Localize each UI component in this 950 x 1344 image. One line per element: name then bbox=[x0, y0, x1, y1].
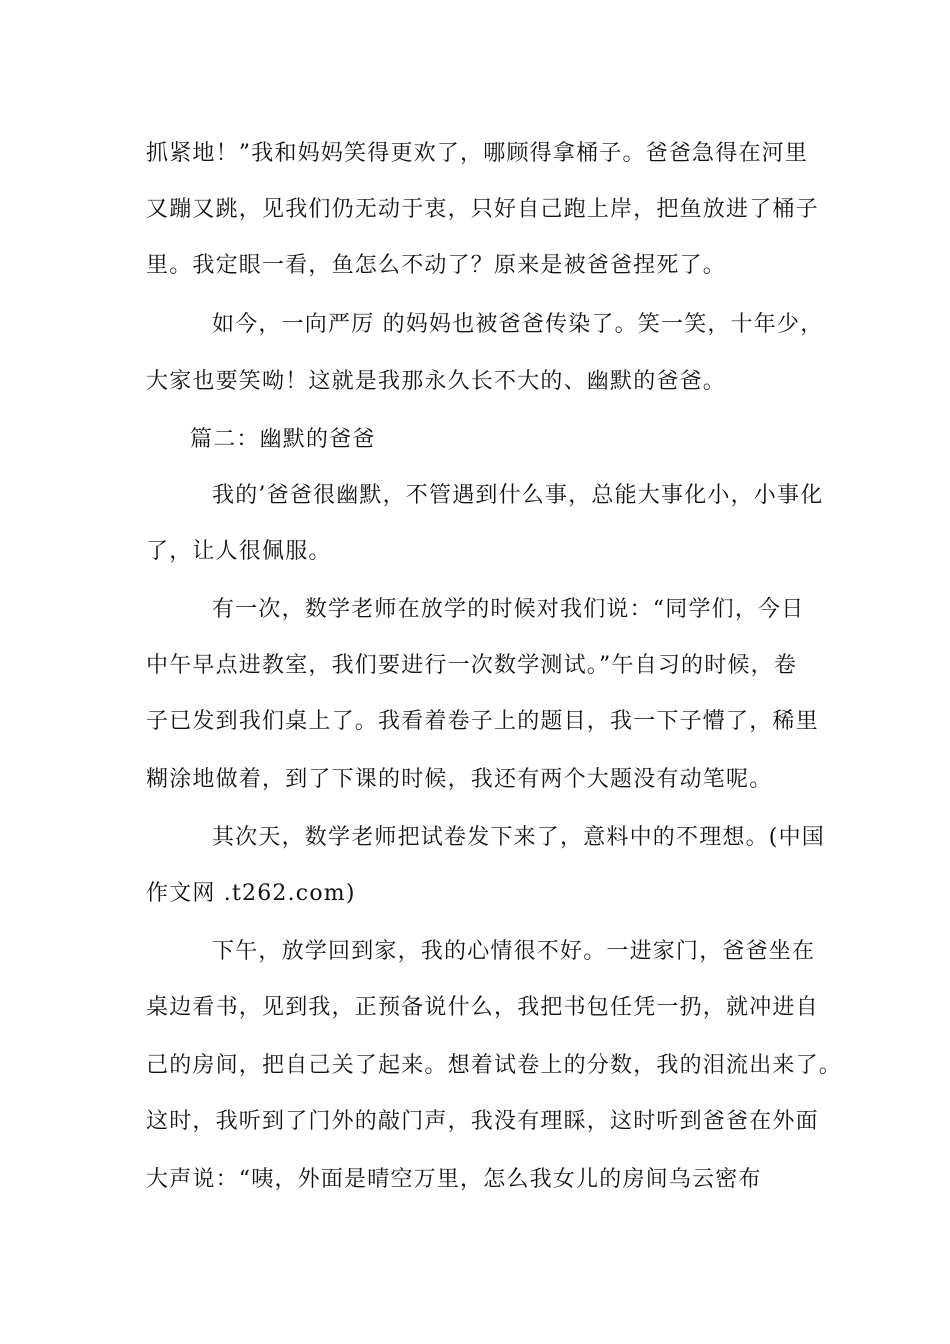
text-line: 作文网 .t262.com) bbox=[146, 881, 356, 906]
paragraph-first-line: 如今，一向严厉 的妈妈也被爸爸传染了。笑一笑，十年少， bbox=[212, 312, 824, 337]
section-heading: 篇二：幽默的爸爸 bbox=[190, 427, 376, 452]
text-line: 了，让人很佩服。 bbox=[146, 539, 332, 564]
text-line: 抓紧地！”我和妈妈笑得更欢了，哪顾得拿桶子。爸爸急得在河里 bbox=[146, 141, 809, 166]
text-line: 己的房间，把自己关了起来。想着试卷上的分数，我的泪流出来了。 bbox=[146, 1053, 843, 1078]
text-line: 大声说：“咦，外面是晴空万里，怎么我女儿的房间乌云密布 bbox=[146, 1167, 762, 1192]
text-line: 又蹦又跳，见我们仍无动于衷，只好自己跑上岸，把鱼放进了桶子 bbox=[146, 197, 819, 222]
paragraph-first-line: 有一次，数学老师在放学的时候对我们说：“同学们，今日 bbox=[212, 597, 805, 622]
paragraph-first-line: 其次天，数学老师把试卷发下来了，意料中的不理想。(中国 bbox=[212, 825, 825, 850]
text-line: 中午早点进教室，我们要进行一次数学测试。”午自习的时候，卷 bbox=[146, 653, 798, 678]
text-line: 桌边看书，见到我，正预备说什么，我把书包任凭一扔，就冲进自 bbox=[146, 995, 819, 1020]
text-line: 子已发到我们桌上了。我看着卷子上的题目，我一下子懵了，稀里 bbox=[146, 709, 819, 734]
paragraph-first-line: 我的’爸爸很幽默，不管遇到什么事，总能大事化小，小事化 bbox=[212, 483, 824, 508]
text-line: 糊涂地做着，到了下课的时候，我还有两个大题没有动笔呢。 bbox=[146, 767, 773, 792]
text-line: 里。我定眼一看，鱼怎么不动了？原来是被爸爸捏死了。 bbox=[146, 253, 727, 278]
text-line: 这时，我听到了门外的敲门声，我没有理睬，这时听到爸爸在外面 bbox=[146, 1109, 819, 1134]
paragraph-first-line: 下午，放学回到家，我的心情很不好。一进家门，爸爸坐在 bbox=[212, 939, 816, 964]
text-line: 大家也要笑呦！这就是我那永久长不大的、幽默的爸爸。 bbox=[146, 369, 727, 394]
